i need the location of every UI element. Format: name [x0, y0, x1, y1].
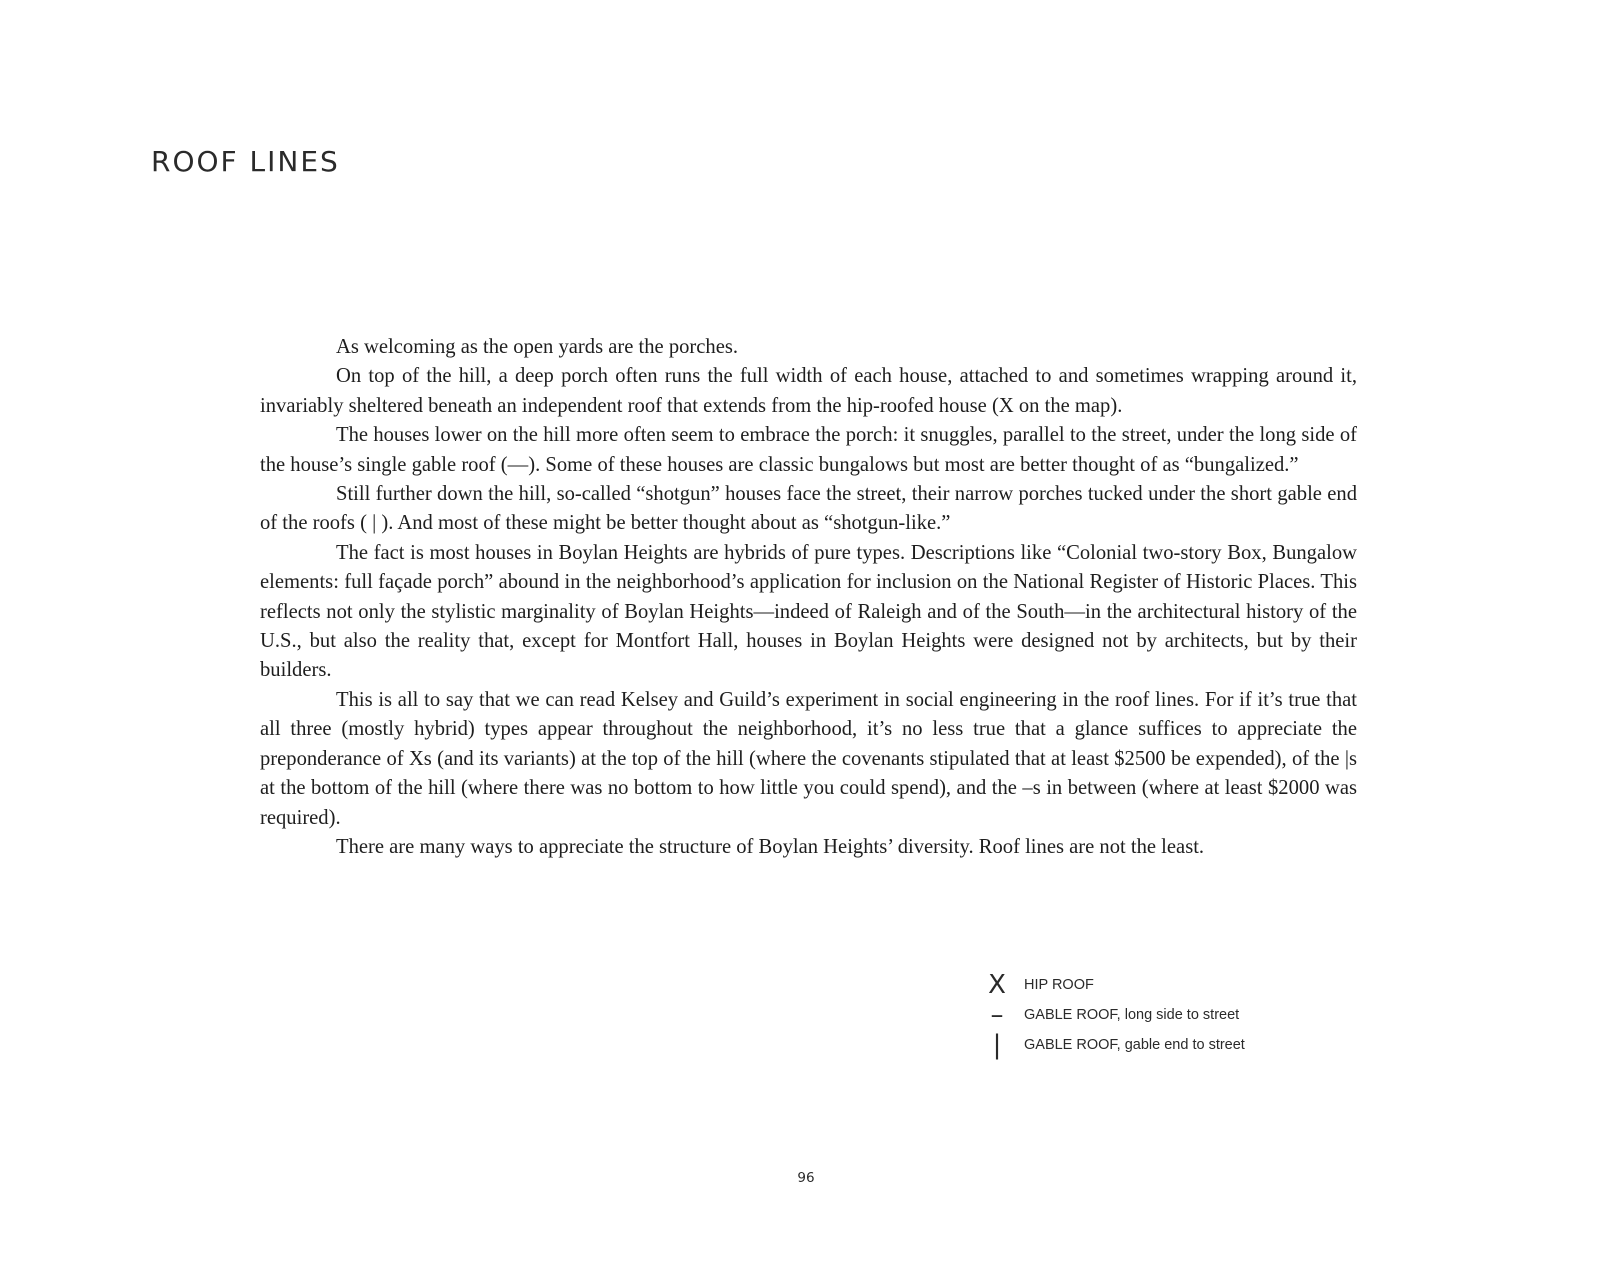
paragraph: The houses lower on the hill more often seem to embrace the porch: it snuggles, parallel to the street, under the long side of the house’s single gable roof (—). Some of these houses are classic bungalows but most are better thought of as “bungalized.”	[260, 424, 1357, 476]
paragraph: Still further down the hill, so-called “shotgun” houses face the street, their narrow porches tucked under the short gable end of the roofs ( | ). And most of these might be better thought about as “shotgun-like.”	[260, 483, 1357, 535]
page-title: ROOF LINES	[151, 145, 340, 178]
legend-label: GABLE ROOF, long side to street	[1024, 1007, 1240, 1023]
paragraph: As welcoming as the open yards are the porches.	[336, 336, 739, 358]
legend-item-gable-end	[982, 1030, 1245, 1060]
legend-item-gable-long	[982, 1000, 1245, 1030]
page-number: 96	[797, 1170, 815, 1186]
gable-long-symbol: –	[990, 1000, 1004, 1030]
roof-legend	[982, 970, 1245, 1060]
legend-label: HIP ROOF	[1024, 977, 1094, 993]
paragraph: On top of the hill, a deep porch often runs the full width of each house, attached to and sometimes wrapping around it, invariably sheltered beneath an independent roof that extends from the hip-roofed house (X on the map).	[260, 365, 1357, 417]
paragraph: The fact is most houses in Boylan Heights are hybrids of pure types. Descriptions like “Colonial two-story Box, Bungalow elements: full façade porch” abound in the neighborhood’s application for inclusion on the National Register of Historic Places. This reflects not only the stylistic marginality of Boylan Heights—indeed of Raleigh and of the South—in the architectural history of the U.S., but also the reality that, except for Montfort Hall, houses in Boylan Heights were designed not by architects, but by their builders.	[260, 541, 1357, 682]
hip-roof-symbol: X	[988, 970, 1006, 1000]
legend-item-hip-roof	[982, 970, 1245, 1000]
body-text	[260, 333, 1357, 862]
legend-label: GABLE ROOF, gable end to street	[1024, 1037, 1245, 1053]
paragraph: There are many ways to appreciate the structure of Boylan Heights’ diversity. Roof lines are not the least.	[336, 835, 1205, 858]
paragraph: This is all to say that we can read Kelsey and Guild’s experiment in social engineering in the roof lines. For if it’s true that all three (mostly hybrid) types appear throughout the neighborhood, it’s no less true that a glance suffices to appreciate the preponderance of Xs (and its variants) at the top of the hill (where the covenants stipulated that at least $2500 be expended), of the |s at the bottom of the hill (where there was no bottom to how little you could spend), and the –s in between (where at least $2000 was required).	[260, 688, 1357, 829]
gable-end-symbol: |	[992, 1030, 1002, 1060]
